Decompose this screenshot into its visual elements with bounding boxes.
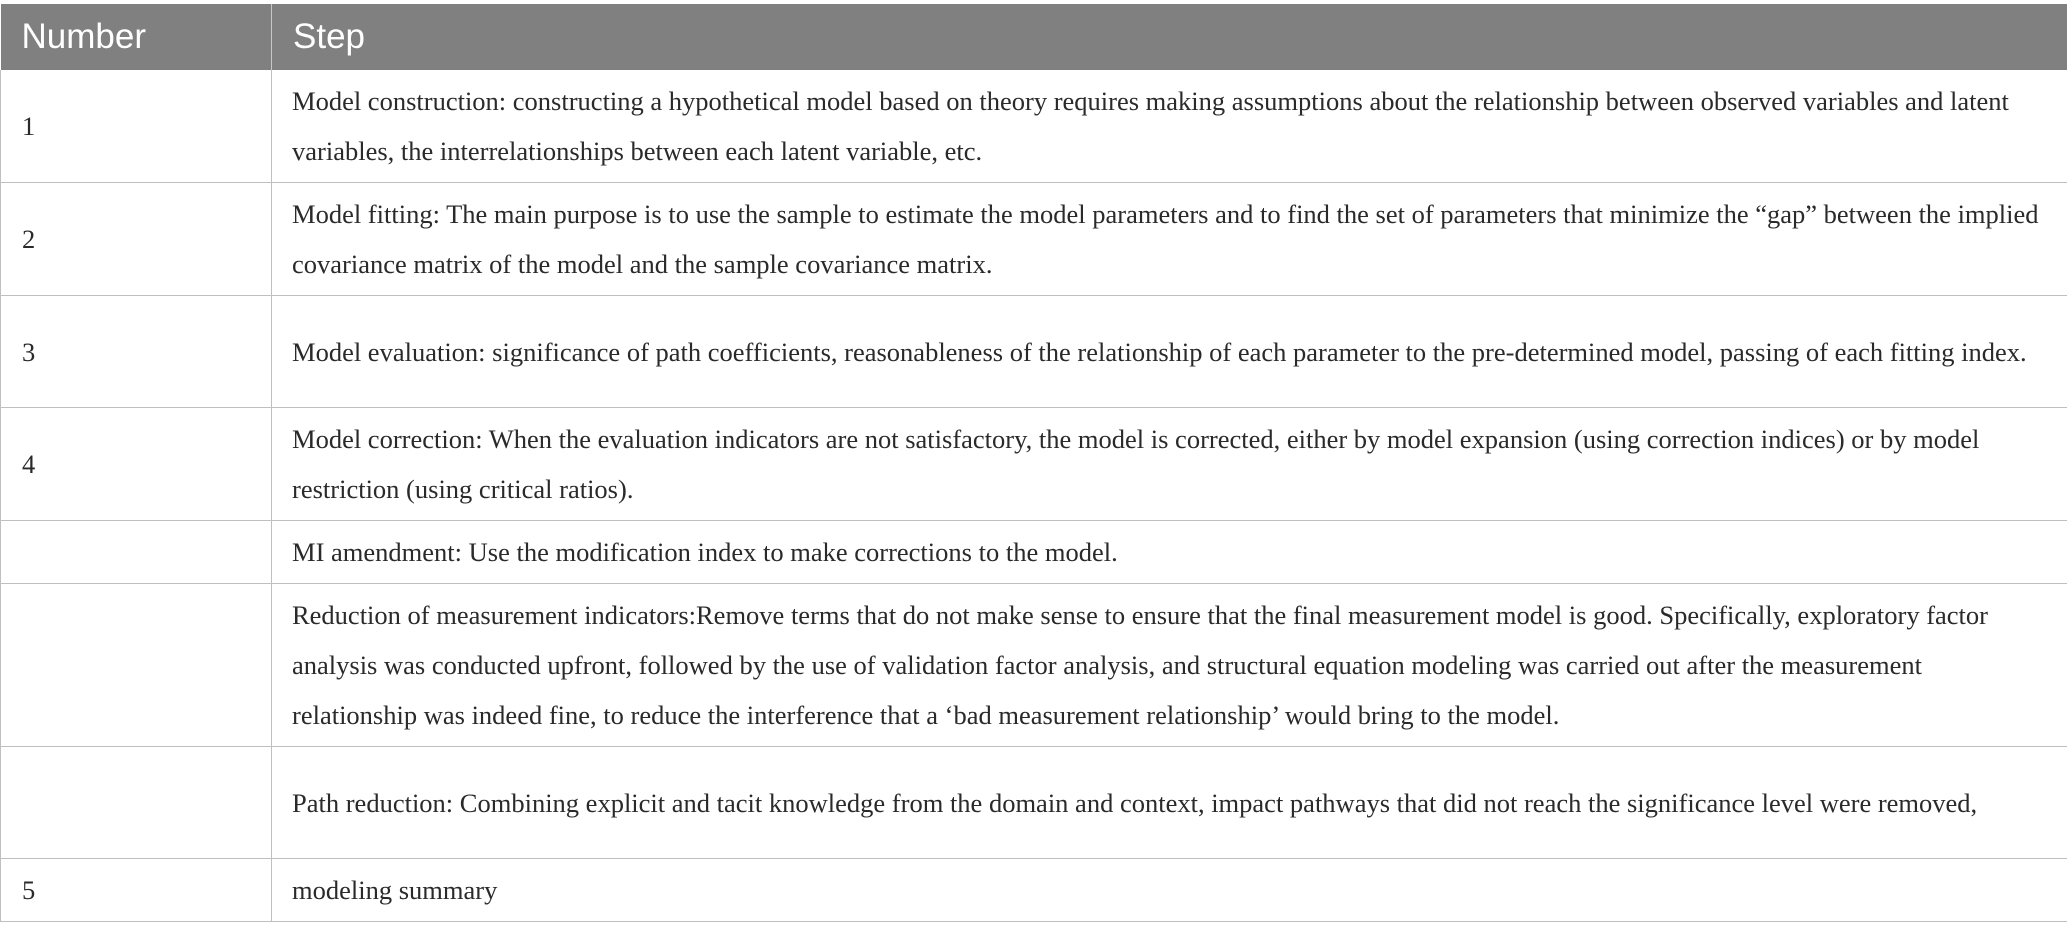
row-step-cell: MI amendment: Use the modification index to make corrections to the model. (272, 521, 2067, 584)
table-row (1, 183, 2067, 296)
row-step-cell: Reduction of measurement indicators:Remove terms that do not make sense to ensure that the final measurement model is good. Specifically, exploratory factor analysis was conducted upfront, followed by the use of validation factor analysis, and structural equation modeling was carried out after the measurement relationship was indeed fine, to reduce the interference that a ‘bad measurement relationship’ would bring to the model. (272, 584, 2067, 747)
table-row (1, 747, 2067, 859)
table-row (1, 859, 2067, 922)
table-row (1, 70, 2067, 183)
table-row (1, 408, 2067, 521)
row-step-cell: Model construction: constructing a hypothetical model based on theory requires making assumptions about the relationship between observed variables and latent variables, the interrelationships between each latent variable, etc. (272, 70, 2067, 183)
table-body (1, 70, 2067, 922)
column-header-step: Step (272, 4, 2067, 70)
row-number-cell (1, 584, 272, 747)
steps-table-container (0, 4, 2067, 922)
row-step-cell: Model fitting: The main purpose is to use the sample to estimate the model parameters and to find the set of parameters that minimize the “gap” between the implied covariance matrix of the model and the sample covariance matrix. (272, 183, 2067, 296)
row-number-cell: 5 (1, 859, 272, 922)
column-header-number: Number (1, 4, 272, 70)
row-number-cell (1, 521, 272, 584)
table-row (1, 584, 2067, 747)
table-header (1, 4, 2067, 70)
table-row (1, 296, 2067, 408)
row-number-cell: 2 (1, 183, 272, 296)
row-step-cell: Model correction: When the evaluation indicators are not satisfactory, the model is corrected, either by model expansion (using correction indices) or by model restriction (using critical ratios). (272, 408, 2067, 521)
row-number-cell: 4 (1, 408, 272, 521)
table-row (1, 521, 2067, 584)
steps-table (0, 4, 2067, 922)
row-step-cell: Path reduction: Combining explicit and tacit knowledge from the domain and context, impact pathways that did not reach the significance level were removed, (272, 747, 2067, 859)
row-number-cell (1, 747, 272, 859)
row-number-cell: 3 (1, 296, 272, 408)
header-row (1, 4, 2067, 70)
row-step-cell: modeling summary (272, 859, 2067, 922)
row-number-cell: 1 (1, 70, 272, 183)
row-step-cell: Model evaluation: significance of path coefficients, reasonableness of the relationship of each parameter to the pre-determined model, passing of each fitting index. (272, 296, 2067, 408)
